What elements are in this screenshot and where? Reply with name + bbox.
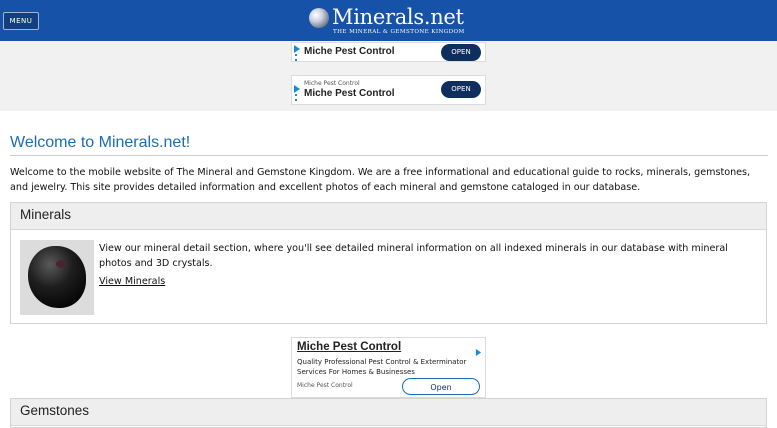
ad-advertiser: Miche Pest Control — [304, 80, 360, 87]
inline-ad-title[interactable]: Miche Pest Control — [297, 341, 402, 353]
minerals-panel-header — [11, 203, 766, 230]
menu-button[interactable]: MENU — [3, 12, 39, 30]
intro-paragraph: Welcome to the mobile website of The Mineral and Gemstone Kingdom. We are a free informational and educational guide to rocks, minerals, gemstones, and jewelry. This site provides detailed information and excellent photos of each mineral and gemstone cataloged in our database. — [10, 167, 751, 193]
minerals-panel-title: Minerals — [20, 207, 72, 222]
logo-text: Minerals.net — [332, 5, 464, 29]
ad-options-icon[interactable] — [295, 94, 299, 101]
adchoices-icon[interactable] — [294, 85, 300, 93]
ad-options-icon[interactable] — [295, 54, 299, 61]
adchoices-icon[interactable] — [475, 341, 482, 360]
crystal-glint — [56, 260, 66, 268]
ad-open-button[interactable]: OPEN — [441, 81, 481, 98]
mineral-thumbnail[interactable] — [20, 240, 94, 315]
title-divider — [10, 155, 768, 156]
logo-gem-icon — [309, 8, 329, 28]
gemstones-panel-header — [11, 399, 766, 426]
inline-ad-description: Quality Professional Pest Control & Exterminator Services For Homes & Businesses — [297, 358, 467, 376]
ad-banner-2[interactable] — [291, 75, 486, 105]
logo-tagline: THE MINERAL & GEMSTONE KINGDOM — [333, 29, 465, 35]
black-crystal-photo — [28, 246, 86, 308]
adchoices-icon[interactable] — [294, 45, 300, 53]
page-title: Welcome to Minerals.net! — [10, 134, 191, 151]
inline-ad-open-button[interactable]: Open — [402, 378, 480, 395]
minerals-panel — [10, 202, 767, 324]
site-header — [0, 0, 777, 41]
gemstones-panel — [10, 398, 767, 428]
site-logo[interactable] — [309, 5, 469, 39]
ad-title[interactable]: Miche Pest Control — [304, 88, 395, 99]
view-minerals-link[interactable]: View Minerals — [99, 276, 166, 287]
gemstones-panel-title: Gemstones — [20, 403, 90, 418]
inline-ad[interactable] — [291, 337, 486, 398]
ad-banner-1[interactable] — [291, 42, 486, 62]
ad-open-button[interactable]: OPEN — [441, 44, 481, 61]
ad-title[interactable]: Miche Pest Control — [304, 46, 395, 57]
inline-ad-advertiser: Miche Pest Control — [297, 382, 353, 389]
minerals-description: View our mineral detail section, where you'll see detailed mineral information on all indexed minerals in our database with mineral photos and 3D crystals. — [99, 243, 728, 269]
